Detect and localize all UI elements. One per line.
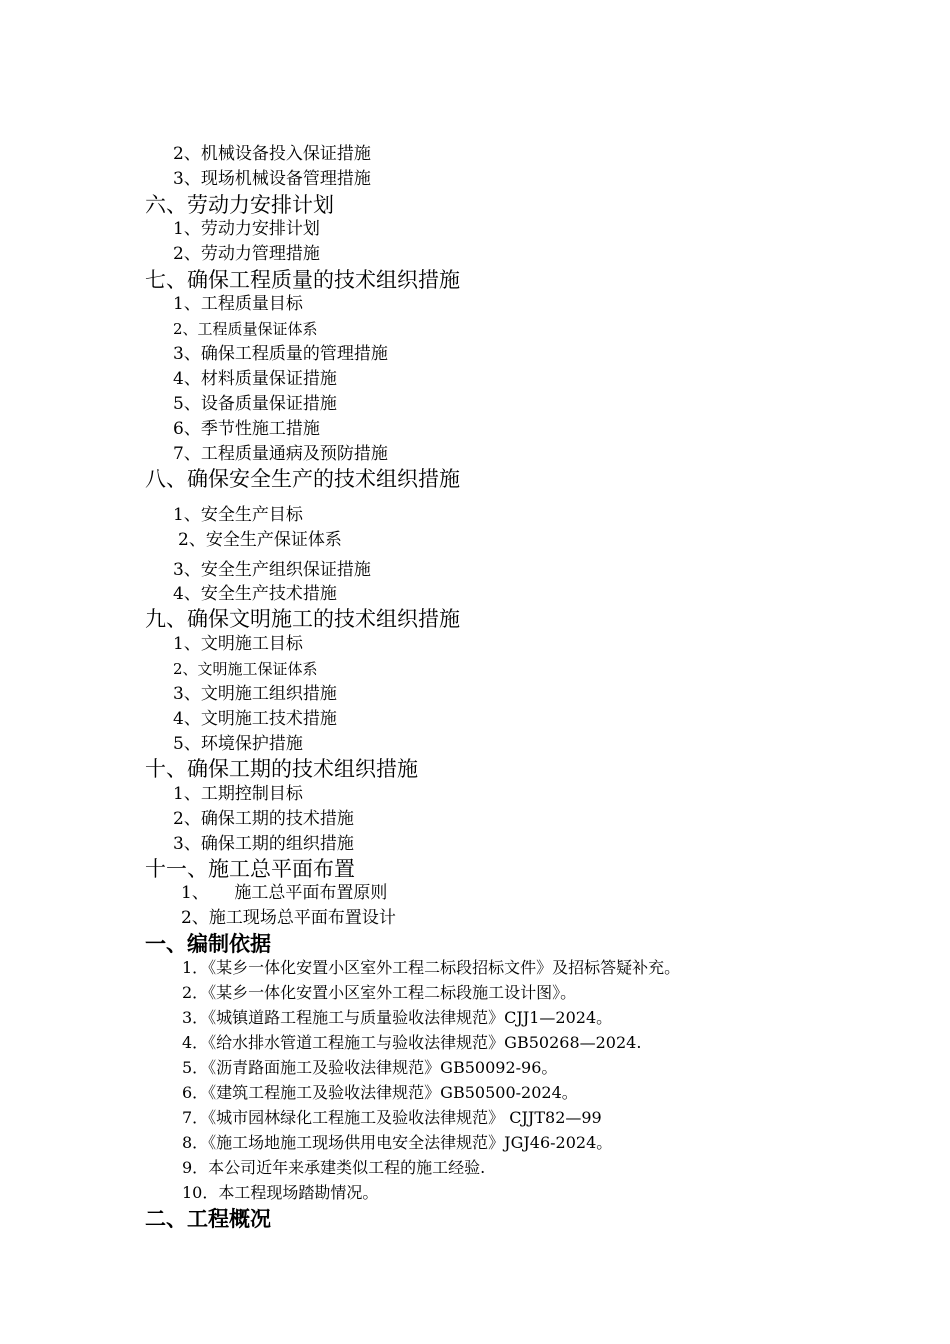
reference-item: 7．《城市园林绿化工程施工及验收法律规范》 CJJT82—99 <box>182 1108 602 1127</box>
toc-heading: 十、确保工期的技术组织措施 <box>145 757 418 781</box>
toc-heading: 六、劳动力安排计划 <box>145 193 334 217</box>
toc-item: 1、劳动力安排计划 <box>173 219 320 239</box>
toc-item: 3、文明施工组织措施 <box>173 684 337 704</box>
section-heading: 一、编制依据 <box>145 931 271 956</box>
reference-item: 6．《建筑工程施工及验收法律规范》GB50500-2024。 <box>182 1083 578 1102</box>
toc-item: 4、文明施工技术措施 <box>173 709 337 729</box>
toc-item: 2、劳动力管理措施 <box>173 244 320 264</box>
reference-item: 8．《施工场地施工现场供用电安全法律规范》JGJ46-2024。 <box>182 1133 613 1152</box>
toc-item: 6、季节性施工措施 <box>173 419 320 439</box>
toc-item: 7、工程质量通病及预防措施 <box>173 444 388 464</box>
reference-item: 9．本公司近年来承建类似工程的施工经验. <box>182 1158 486 1177</box>
toc-item: 5、设备质量保证措施 <box>173 394 337 414</box>
reference-item: 1．《某乡一体化安置小区室外工程二标段招标文件》及招标答疑补充。 <box>182 958 681 977</box>
toc-item: 5、环境保护措施 <box>173 734 303 754</box>
toc-heading: 九、确保文明施工的技术组织措施 <box>145 607 460 631</box>
toc-item: 3、安全生产组织保证措施 <box>173 560 371 580</box>
toc-item: 4、安全生产技术措施 <box>173 584 337 604</box>
reference-item: 5．《沥青路面施工及验收法律规范》GB50092-96。 <box>182 1058 558 1077</box>
toc-item: 2、施工现场总平面布置设计 <box>181 908 396 928</box>
toc-item: 1、工程质量目标 <box>173 294 303 314</box>
toc-item: 2、安全生产保证体系 <box>178 530 342 550</box>
toc-item: 3、确保工期的组织措施 <box>173 834 354 854</box>
toc-item: 1、文明施工目标 <box>173 634 303 654</box>
toc-item: 2、工程质量保证体系 <box>173 320 318 338</box>
reference-item: 3．《城镇道路工程施工与质量验收法律规范》CJJ1—2024。 <box>182 1008 613 1027</box>
toc-item: 2、文明施工保证体系 <box>173 660 318 678</box>
reference-item: 10．本工程现场踏勘情况。 <box>182 1183 379 1202</box>
toc-heading: 十一、施工总平面布置 <box>145 857 355 881</box>
toc-item: 1、安全生产目标 <box>173 505 303 525</box>
toc-heading: 八、确保安全生产的技术组织措施 <box>145 467 460 491</box>
toc-item: 4、材料质量保证措施 <box>173 369 337 389</box>
toc-item: 3、确保工程质量的管理措施 <box>173 344 388 364</box>
toc-heading: 七、确保工程质量的技术组织措施 <box>145 268 460 292</box>
toc-item: 1、 施工总平面布置原则 <box>181 883 388 903</box>
toc-item: 3、现场机械设备管理措施 <box>173 169 371 189</box>
toc-item: 1、工期控制目标 <box>173 784 303 804</box>
reference-item: 2．《某乡一体化安置小区室外工程二标段施工设计图》。 <box>182 983 577 1002</box>
section-heading: 二、工程概况 <box>145 1206 271 1231</box>
toc-item: 2、机械设备投入保证措施 <box>173 144 371 164</box>
toc-item: 2、确保工期的技术措施 <box>173 809 354 829</box>
reference-item: 4．《给水排水管道工程施工与验收法律规范》GB50268—2024. <box>182 1033 642 1052</box>
